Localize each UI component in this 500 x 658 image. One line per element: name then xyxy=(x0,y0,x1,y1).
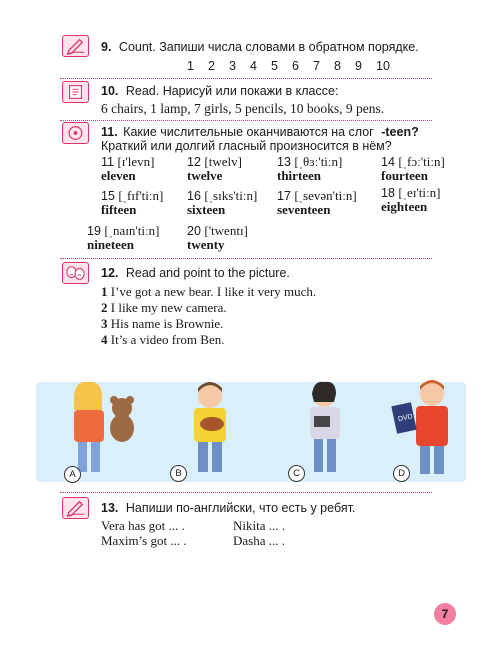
numeral-13 xyxy=(277,155,342,183)
numeral-digit: 12 xyxy=(187,155,201,169)
ex9-numeral: 1 xyxy=(187,59,194,73)
numeral-digit: 19 xyxy=(87,224,101,238)
ex10-text: Read. Нарисуй или покажи в классе: xyxy=(125,84,339,98)
ex13-number: 13. xyxy=(101,501,119,515)
ex9-numeral: 10 xyxy=(376,59,390,73)
numeral-transcription: [ˌeɪ'tiːn] xyxy=(398,185,441,200)
ex9-text: Count. Запиши числа словами в обратном порядке. xyxy=(118,40,419,54)
numeral-transcription: [twelv] xyxy=(204,154,242,169)
picture-label-a: A xyxy=(64,466,81,483)
numeral-20 xyxy=(187,224,248,252)
ex9-numeral: 8 xyxy=(334,59,341,73)
numeral-19 xyxy=(87,224,159,252)
ex9-numeral: 2 xyxy=(208,59,215,73)
divider xyxy=(60,258,432,259)
ex9-numeral: 9 xyxy=(355,59,362,73)
sentence-number: 1 xyxy=(101,284,108,299)
numeral-11 xyxy=(101,155,154,183)
sentence-text: It’s a video from Ben. xyxy=(110,332,225,347)
sentence-number: 4 xyxy=(101,332,108,347)
numeral-14 xyxy=(381,155,445,183)
ex13-row-1-left: Vera has got ... . xyxy=(101,518,185,533)
ex11-text: Какие числительные оканчиваются на слог xyxy=(123,125,374,139)
ex9-number: 9. xyxy=(101,40,112,54)
ex12-text: Read and point to the picture. xyxy=(125,266,290,280)
numeral-digit: 20 xyxy=(187,224,201,238)
sentence-text: I like my new camera. xyxy=(110,300,227,315)
notebook-icon xyxy=(62,81,89,103)
numeral-word: twenty xyxy=(187,237,225,252)
ex12-number: 12. xyxy=(101,266,119,280)
ex11-instruction-line1 xyxy=(101,125,419,140)
ex12-instruction xyxy=(101,266,290,281)
ex12-sentence-1 xyxy=(101,284,316,300)
sentence-number: 3 xyxy=(101,316,108,331)
numeral-transcription: ['twentɪ] xyxy=(204,223,248,238)
picture-label-b: B xyxy=(170,465,187,482)
numeral-word: fourteen xyxy=(381,168,428,183)
numeral-transcription: [ˌfɪf'tiːn] xyxy=(118,188,164,203)
ex9-numbers xyxy=(187,59,397,74)
ex12-sentence-3 xyxy=(101,316,223,332)
numeral-18 xyxy=(381,186,440,214)
numeral-digit: 18 xyxy=(381,186,395,200)
pencil-write-icon xyxy=(62,497,89,519)
masks-icon xyxy=(62,262,89,284)
sentence-text: His name is Brownie. xyxy=(110,316,224,331)
numeral-transcription: [ˌθɜː'tiːn] xyxy=(294,154,343,169)
ex9-numeral: 3 xyxy=(229,59,236,73)
numeral-16 xyxy=(187,189,257,217)
ex10-number: 10. xyxy=(101,84,119,98)
ex13-instruction xyxy=(101,501,355,516)
ex13-row-2-left: Maxim’s got ... . xyxy=(101,533,187,548)
ex9-numeral: 5 xyxy=(271,59,278,73)
numeral-word: eleven xyxy=(101,168,136,183)
numeral-15 xyxy=(101,189,163,217)
numeral-transcription: [ˌsevən'tiːn] xyxy=(294,188,357,203)
audio-disc-icon xyxy=(62,122,89,144)
sentence-number: 2 xyxy=(101,300,108,315)
ex11-teen: -teen? xyxy=(381,125,419,139)
picture-label-c: C xyxy=(288,465,305,482)
numeral-word: seventeen xyxy=(277,202,331,217)
ex10-instruction xyxy=(101,84,338,99)
ex12-sentence-2 xyxy=(101,300,227,316)
ex11-instruction-line2: Краткий или долгий гласный произносится в нём? xyxy=(101,139,392,153)
ex9-numeral: 7 xyxy=(313,59,320,73)
divider xyxy=(60,78,432,79)
picture-label-d: D xyxy=(393,465,410,482)
ex12-sentence-4 xyxy=(101,332,224,348)
ex10-items: 6 chairs, 1 lamp, 7 girls, 5 pencils, 10 books, 9 pens. xyxy=(101,101,385,116)
pencil-write-icon xyxy=(62,35,89,57)
numeral-word: nineteen xyxy=(87,237,134,252)
numeral-word: thirteen xyxy=(277,168,322,183)
numeral-word: twelve xyxy=(187,168,223,183)
numeral-digit: 13 xyxy=(277,155,291,169)
numeral-word: eighteen xyxy=(381,199,428,214)
numeral-digit: 15 xyxy=(101,189,115,203)
numeral-transcription: [ˌnaɪn'tiːn] xyxy=(104,223,160,238)
sentence-text: I’ve got a new bear. I like it very much. xyxy=(110,284,317,299)
numeral-digit: 17 xyxy=(277,189,291,203)
numeral-digit: 11 xyxy=(101,155,114,169)
numeral-digit: 14 xyxy=(381,155,395,169)
ex13-row-2-right: Dasha ... . xyxy=(233,533,285,548)
ex9-numeral: 6 xyxy=(292,59,299,73)
ex9-numeral: 4 xyxy=(250,59,257,73)
numeral-transcription: [ɪ'levn] xyxy=(117,154,155,169)
numeral-transcription: [ˌfɔː'tiːn] xyxy=(398,154,445,169)
numeral-word: fifteen xyxy=(101,202,137,217)
video-box-text: DVD xyxy=(397,413,414,424)
numeral-word: sixteen xyxy=(187,202,226,217)
divider xyxy=(60,120,432,121)
numeral-17 xyxy=(277,189,357,217)
numeral-transcription: [ˌsɪks'tiːn] xyxy=(204,188,258,203)
page-number-badge: 7 xyxy=(434,603,456,625)
ex9-instruction xyxy=(101,40,419,55)
divider xyxy=(60,492,432,493)
numeral-digit: 16 xyxy=(187,189,201,203)
numeral-12 xyxy=(187,155,242,183)
ex13-row-1-right: Nikita ... . xyxy=(233,518,285,533)
ex13-text: Напиши по-английски, что есть у ребят. xyxy=(125,501,356,515)
ex11-number: 11. xyxy=(101,125,118,139)
